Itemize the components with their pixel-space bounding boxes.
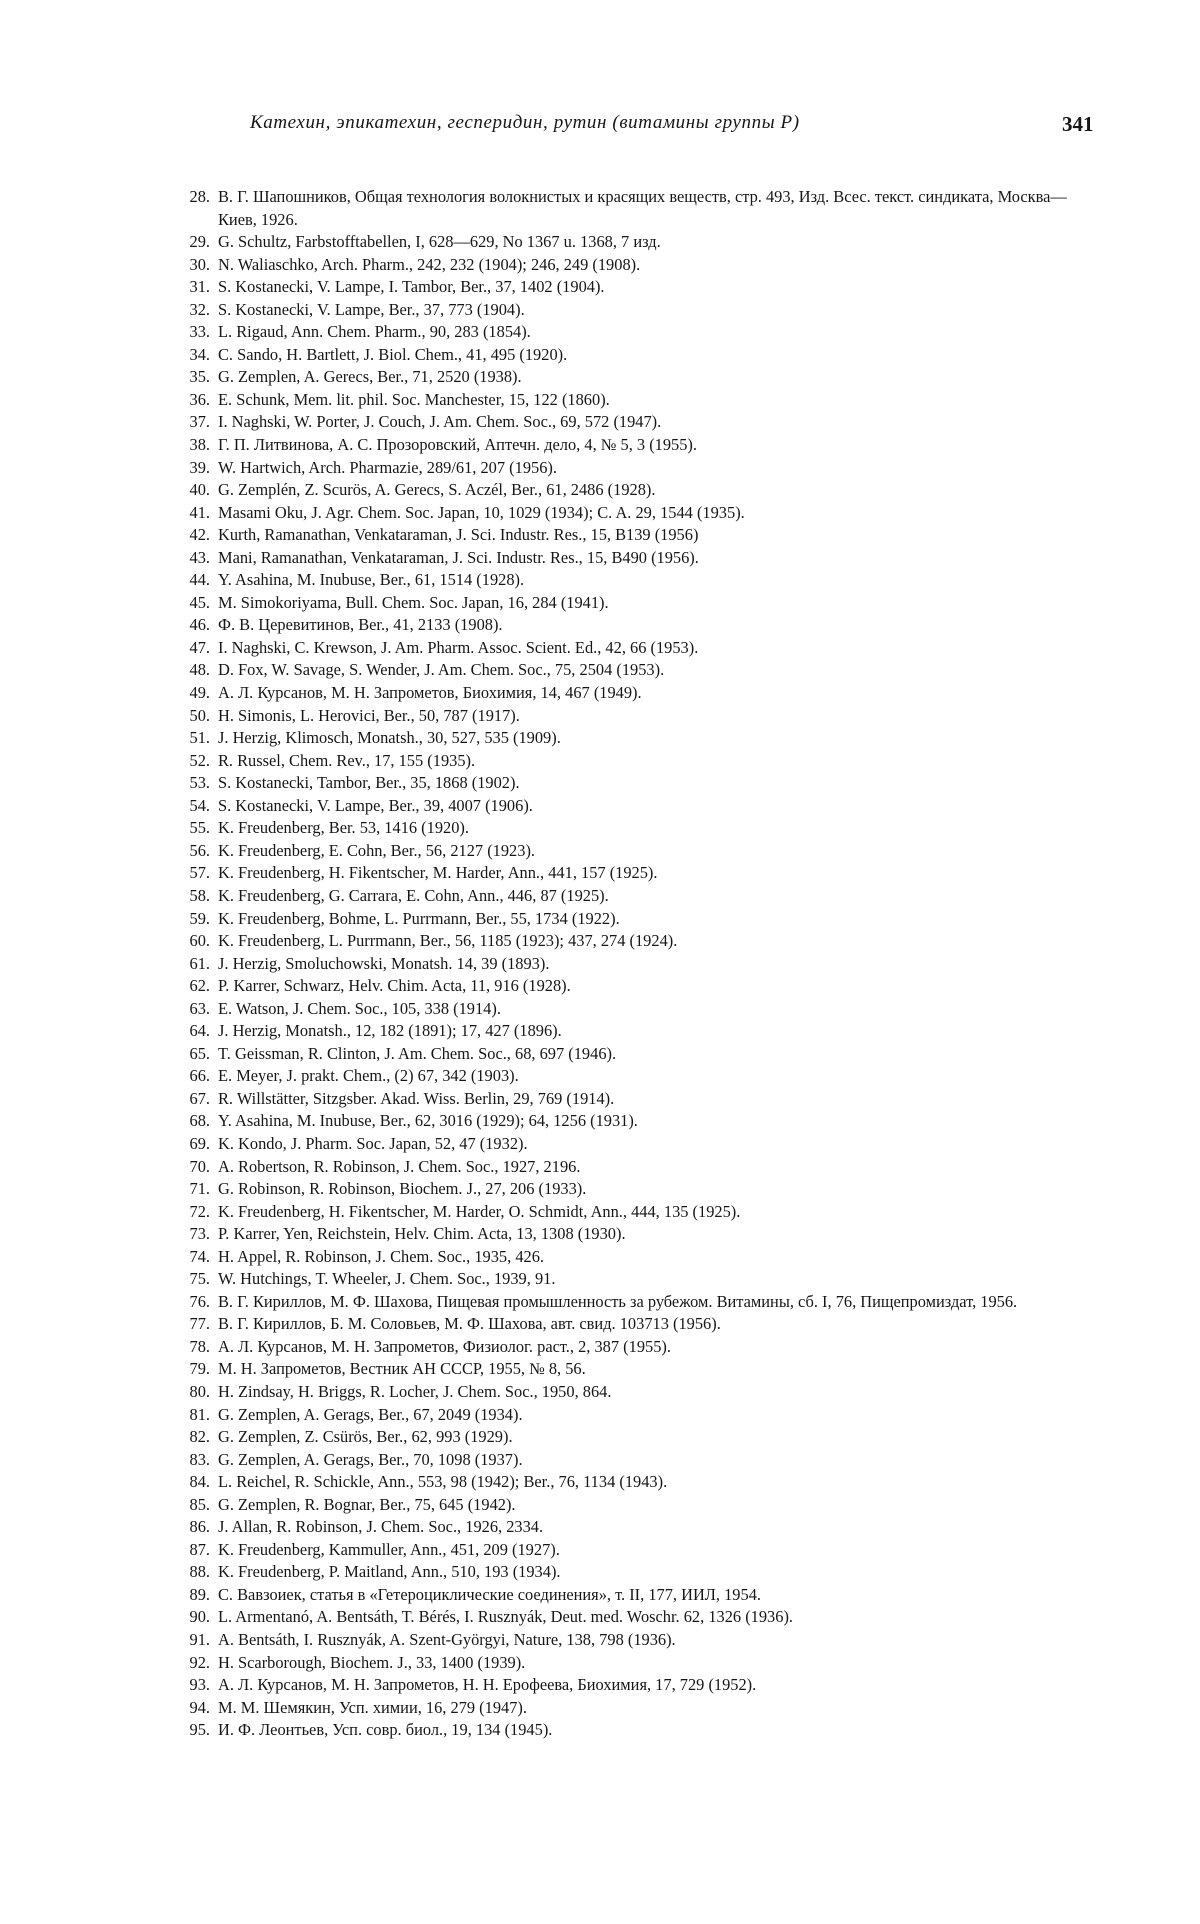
reference-item: [178, 1358, 1098, 1381]
reference-item: [178, 1313, 1098, 1336]
reference-text: J. Herzig, Klimosch, Monatsh., 30, 527, 535 (1909).: [218, 728, 561, 748]
reference-number: 48.: [189, 660, 210, 680]
reference-number: 64.: [189, 1021, 210, 1041]
reference-text: L. Armentanó, A. Bentsáth, T. Bérés, I. Rusznyák, Deut. med. Woschr. 62, 1326 (1936).: [218, 1607, 793, 1627]
reference-text: E. Schunk, Mem. lit. phil. Soc. Manchester, 15, 122 (1860).: [218, 389, 610, 409]
reference-text: W. Hartwich, Arch. Pharmazie, 289/61, 207 (1956).: [218, 457, 557, 477]
reference-number: 91.: [189, 1630, 210, 1649]
reference-text: S. Kostanecki, V. Lampe, Ber., 39, 4007 (1906).: [218, 795, 533, 815]
reference-text: G. Zemplen, Z. Csürös, Ber., 62, 993 (1929).: [218, 1427, 513, 1447]
reference-number: 73.: [189, 1224, 210, 1244]
reference-number: 78.: [189, 1336, 210, 1356]
reference-text: R. Russel, Chem. Rev., 17, 155 (1935).: [218, 750, 476, 770]
reference-text: D. Fox, W. Savage, S. Wender, J. Am. Chem. Soc., 75, 2504 (1953).: [218, 660, 665, 680]
reference-item: [178, 1629, 1098, 1652]
reference-item: [178, 908, 1098, 931]
reference-number: 55.: [189, 818, 210, 838]
reference-item: [178, 411, 1098, 434]
reference-number: 87.: [189, 1539, 210, 1559]
reference-text: J. Herzig, Monatsh., 12, 182 (1891); 17, 427 (1896).: [218, 1021, 562, 1041]
reference-item: [178, 1336, 1098, 1359]
reference-text: I. Naghski, W. Porter, J. Couch, J. Am. Chem. Soc., 69, 572 (1947).: [218, 412, 662, 432]
reference-text: I. Naghski, C. Krewson, J. Am. Pharm. Assoc. Scient. Ed., 42, 66 (1953).: [218, 637, 699, 657]
reference-text: K. Freudenberg, Ber. 53, 1416 (1920).: [218, 818, 469, 838]
reference-text: K. Freudenberg, L. Purrmann, Ber., 56, 1185 (1923); 437, 274 (1924).: [218, 931, 678, 951]
reference-item: [178, 1719, 1098, 1742]
reference-text: Kurth, Ramanathan, Venkataraman, J. Sci. Industr. Res., 15, B139 (1956): [218, 525, 699, 545]
reference-text: G. Zemplen, A. Gerecs, Ber., 71, 2520 (1938).: [218, 367, 522, 387]
reference-item: [178, 1697, 1098, 1720]
reference-item: [178, 1652, 1098, 1675]
reference-number: 72.: [189, 1201, 210, 1221]
reference-item: [178, 547, 1098, 570]
page-number: 341: [1062, 112, 1094, 136]
reference-item: [178, 389, 1098, 412]
reference-item: [178, 1020, 1098, 1043]
reference-text: M. Simokoriyama, Bull. Chem. Soc. Japan, 16, 284 (1941).: [218, 592, 609, 612]
reference-item: [178, 1606, 1098, 1629]
reference-item: [178, 705, 1098, 728]
reference-item: [178, 637, 1098, 660]
reference-text: А. Л. Курсанов, М. Н. Запрометов, Физиолог. раст., 2, 387 (1955).: [218, 1336, 671, 1356]
reference-item: [178, 1201, 1098, 1224]
reference-item: [178, 1065, 1098, 1088]
reference-number: 92.: [189, 1652, 210, 1672]
reference-text: S. Kostanecki, V. Lampe, I. Tambor, Ber., 37, 1402 (1904).: [218, 277, 605, 297]
reference-item: [178, 457, 1098, 480]
reference-number: 34.: [189, 344, 210, 364]
reference-text: G. Zemplén, Z. Scurös, A. Gerecs, S. Aczél, Ber., 61, 2486 (1928).: [218, 480, 656, 500]
reference-item: [178, 1156, 1098, 1179]
reference-number: 28.: [189, 187, 210, 206]
reference-number: 41.: [189, 502, 210, 522]
reference-item: [178, 1178, 1098, 1201]
reference-item: [178, 998, 1098, 1021]
reference-text: G. Schultz, Farbstofftabellen, I, 628—629, No 1367 u. 1368, 7 изд.: [218, 232, 661, 252]
reference-text: М. Н. Запрометов, Вестник АН СССР, 1955, № 8, 56.: [218, 1359, 586, 1379]
reference-item: [178, 434, 1098, 457]
reference-item: [178, 1223, 1098, 1246]
reference-text: H. Scarborough, Biochem. J., 33, 1400 (1939).: [218, 1652, 526, 1672]
reference-text: Ф. В. Церевитинов, Ber., 41, 2133 (1908).: [218, 615, 503, 635]
reference-item: [178, 727, 1098, 750]
reference-item: [178, 254, 1098, 277]
reference-text: А. Л. Курсанов, М. Н. Запрометов, Н. Н. Ерофеева, Биохимия, 17, 729 (1952).: [218, 1675, 757, 1695]
reference-number: 42.: [189, 525, 210, 545]
reference-item: [178, 614, 1098, 637]
reference-number: 75.: [189, 1269, 210, 1289]
reference-number: 54.: [189, 795, 210, 815]
reference-item: [178, 840, 1098, 863]
reference-number: 43.: [189, 547, 210, 567]
reference-number: 49.: [189, 683, 210, 703]
reference-number: 68.: [189, 1111, 210, 1131]
reference-text: Y. Asahina, M. Inubuse, Ber., 61, 1514 (1928).: [218, 570, 525, 590]
reference-item: [178, 592, 1098, 615]
reference-number: 65.: [189, 1043, 210, 1063]
reference-item: [178, 1494, 1098, 1517]
reference-number: 62.: [189, 976, 210, 996]
reference-item: [178, 862, 1098, 885]
reference-text: S. Kostanecki, Tambor, Ber., 35, 1868 (1902).: [218, 773, 520, 793]
reference-list: [178, 186, 1098, 1742]
reference-text: В. Г. Шапошников, Общая технология волокнистых и красящих веществ, стр. 493, Изд. Всес. текст. синдиката, Москва—Киев, 1926.: [218, 187, 1067, 229]
reference-text: Mani, Ramanathan, Venkataraman, J. Sci. Industr. Res., 15, B490 (1956).: [218, 547, 699, 567]
reference-number: 77.: [189, 1314, 210, 1334]
reference-number: 39.: [189, 457, 210, 477]
reference-number: 38.: [189, 435, 210, 455]
reference-text: L. Rigaud, Ann. Chem. Pharm., 90, 283 (1854).: [218, 322, 531, 342]
reference-item: [178, 276, 1098, 299]
reference-text: G. Zemplen, R. Bognar, Ber., 75, 645 (1942).: [218, 1494, 516, 1514]
reference-text: А. Л. Курсанов, М. Н. Запрометов, Биохимия, 14, 467 (1949).: [218, 683, 642, 703]
reference-item: [178, 1516, 1098, 1539]
reference-item: [178, 524, 1098, 547]
reference-number: 51.: [189, 728, 210, 748]
reference-text: H. Zindsay, H. Briggs, R. Locher, J. Chem. Soc., 1950, 864.: [218, 1381, 612, 1401]
reference-item: [178, 682, 1098, 705]
reference-number: 95.: [189, 1720, 210, 1740]
reference-item: [178, 186, 1098, 231]
reference-text: N. Waliaschko, Arch. Pharm., 242, 232 (1904); 246, 249 (1908).: [218, 254, 641, 274]
reference-number: 76.: [189, 1291, 210, 1311]
reference-item: [178, 502, 1098, 525]
reference-item: [178, 795, 1098, 818]
reference-number: 58.: [189, 885, 210, 905]
reference-text: E. Meyer, J. prakt. Chem., (2) 67, 342 (1903).: [218, 1066, 519, 1086]
reference-number: 46.: [189, 615, 210, 635]
reference-item: [178, 1110, 1098, 1133]
reference-number: 69.: [189, 1133, 210, 1153]
reference-item: [178, 975, 1098, 998]
reference-number: 31.: [189, 277, 210, 297]
reference-item: [178, 1088, 1098, 1111]
reference-number: 70.: [189, 1156, 210, 1176]
reference-number: 40.: [189, 480, 210, 500]
reference-text: И. Ф. Леонтьев, Усп. совр. биол., 19, 134 (1945).: [218, 1720, 553, 1740]
reference-text: H. Appel, R. Robinson, J. Chem. Soc., 1935, 426.: [218, 1246, 545, 1266]
reference-text: Masami Oku, J. Agr. Chem. Soc. Japan, 10, 1029 (1934); C. A. 29, 1544 (1935).: [218, 502, 745, 522]
reference-text: В. Г. Кириллов, М. Ф. Шахова, Пищевая промышленность за рубежом. Витамины, сб. I, 76, Пищепромиздат, 1956.: [218, 1291, 1018, 1311]
reference-number: 66.: [189, 1066, 210, 1086]
reference-number: 90.: [189, 1607, 210, 1627]
reference-text: C. Sando, H. Bartlett, J. Biol. Chem., 41, 495 (1920).: [218, 344, 568, 364]
reference-item: [178, 231, 1098, 254]
reference-number: 45.: [189, 592, 210, 612]
reference-item: [178, 659, 1098, 682]
reference-text: H. Simonis, L. Herovici, Ber., 50, 787 (1917).: [218, 705, 520, 725]
reference-item: [178, 1561, 1098, 1584]
reference-text: J. Allan, R. Robinson, J. Chem. Soc., 1926, 2334.: [218, 1517, 544, 1537]
reference-text: K. Freudenberg, P. Maitland, Ann., 510, 193 (1934).: [218, 1562, 561, 1582]
reference-item: [178, 885, 1098, 908]
reference-number: 59.: [189, 908, 210, 928]
reference-number: 37.: [189, 412, 210, 432]
reference-text: G. Robinson, R. Robinson, Biochem. J., 27, 206 (1933).: [218, 1179, 587, 1199]
reference-item: [178, 1584, 1098, 1607]
reference-item: [178, 1404, 1098, 1427]
reference-text: K. Freudenberg, E. Cohn, Ber., 56, 2127 (1923).: [218, 840, 535, 860]
reference-number: 89.: [189, 1584, 210, 1604]
reference-number: 52.: [189, 750, 210, 770]
reference-number: 81.: [189, 1404, 210, 1424]
reference-item: [178, 1291, 1098, 1314]
reference-number: 50.: [189, 705, 210, 725]
reference-number: 56.: [189, 840, 210, 860]
reference-item: [178, 1043, 1098, 1066]
reference-text: K. Freudenberg, G. Carrara, E. Cohn, Ann., 446, 87 (1925).: [218, 885, 609, 905]
reference-text: J. Herzig, Smoluchowski, Monatsh. 14, 39 (1893).: [218, 953, 550, 973]
reference-number: 86.: [189, 1517, 210, 1537]
reference-number: 35.: [189, 367, 210, 387]
reference-item: [178, 1674, 1098, 1697]
reference-item: [178, 1381, 1098, 1404]
reference-item: [178, 930, 1098, 953]
reference-text: P. Karrer, Schwarz, Helv. Chim. Acta, 11, 916 (1928).: [218, 976, 571, 996]
reference-text: K. Freudenberg, H. Fikentscher, M. Harder, O. Schmidt, Ann., 444, 135 (1925).: [218, 1201, 741, 1221]
reference-text: A. Bentsáth, I. Rusznyák, A. Szent-Györgyi, Nature, 138, 798 (1936).: [218, 1630, 676, 1649]
reference-item: [178, 953, 1098, 976]
reference-number: 74.: [189, 1246, 210, 1266]
reference-number: 60.: [189, 931, 210, 951]
reference-number: 93.: [189, 1675, 210, 1695]
reference-number: 85.: [189, 1494, 210, 1514]
reference-number: 88.: [189, 1562, 210, 1582]
reference-text: K. Freudenberg, Bohme, L. Purrmann, Ber., 55, 1734 (1922).: [218, 908, 620, 928]
reference-number: 79.: [189, 1359, 210, 1379]
reference-item: [178, 569, 1098, 592]
reference-text: A. Robertson, R. Robinson, J. Chem. Soc., 1927, 2196.: [218, 1156, 581, 1176]
reference-number: 36.: [189, 389, 210, 409]
reference-text: G. Zemplen, A. Gerags, Ber., 70, 1098 (1937).: [218, 1449, 523, 1469]
reference-text: G. Zemplen, A. Gerags, Ber., 67, 2049 (1934).: [218, 1404, 523, 1424]
reference-item: [178, 817, 1098, 840]
reference-text: R. Willstätter, Sitzgsber. Akad. Wiss. Berlin, 29, 769 (1914).: [218, 1088, 615, 1108]
reference-item: [178, 321, 1098, 344]
reference-number: 44.: [189, 570, 210, 590]
reference-text: Y. Asahina, M. Inubuse, Ber., 62, 3016 (1929); 64, 1256 (1931).: [218, 1111, 638, 1131]
reference-item: [178, 1471, 1098, 1494]
reference-item: [178, 1133, 1098, 1156]
reference-number: 63.: [189, 998, 210, 1018]
reference-item: [178, 750, 1098, 773]
reference-number: 84.: [189, 1472, 210, 1492]
reference-item: [178, 1268, 1098, 1291]
reference-number: 30.: [189, 254, 210, 274]
reference-text: K. Kondo, J. Pharm. Soc. Japan, 52, 47 (1932).: [218, 1133, 528, 1153]
reference-number: 80.: [189, 1381, 210, 1401]
reference-item: [178, 1449, 1098, 1472]
reference-number: 33.: [189, 322, 210, 342]
reference-text: K. Freudenberg, Kammuller, Ann., 451, 209 (1927).: [218, 1539, 560, 1559]
reference-number: 61.: [189, 953, 210, 973]
reference-item: [178, 366, 1098, 389]
reference-number: 71.: [189, 1179, 210, 1199]
reference-number: 83.: [189, 1449, 210, 1469]
reference-item: [178, 1426, 1098, 1449]
reference-text: С. Вавзоиек, статья в «Гетероциклические соединения», т. II, 177, ИИЛ, 1954.: [218, 1584, 761, 1604]
reference-item: [178, 1246, 1098, 1269]
reference-text: E. Watson, J. Chem. Soc., 105, 338 (1914).: [218, 998, 501, 1018]
reference-text: S. Kostanecki, V. Lampe, Ber., 37, 773 (1904).: [218, 299, 525, 319]
reference-number: 29.: [189, 232, 210, 252]
reference-number: 57.: [189, 863, 210, 883]
reference-item: [178, 479, 1098, 502]
reference-text: P. Karrer, Yen, Reichstein, Helv. Chim. Acta, 13, 1308 (1930).: [218, 1224, 626, 1244]
reference-number: 67.: [189, 1088, 210, 1108]
reference-text: М. М. Шемякин, Усп. химии, 16, 279 (1947).: [218, 1697, 527, 1717]
reference-text: T. Geissman, R. Clinton, J. Am. Chem. Soc., 68, 697 (1946).: [218, 1043, 617, 1063]
reference-text: K. Freudenberg, H. Fikentscher, M. Harder, Ann., 441, 157 (1925).: [218, 863, 658, 883]
reference-text: Г. П. Литвинова, А. С. Прозоровский, Аптечн. дело, 4, № 5, 3 (1955).: [218, 435, 697, 455]
reference-item: [178, 344, 1098, 367]
reference-number: 94.: [189, 1697, 210, 1717]
reference-item: [178, 772, 1098, 795]
reference-number: 53.: [189, 773, 210, 793]
reference-number: 47.: [189, 637, 210, 657]
reference-text: L. Reichel, R. Schickle, Ann., 553, 98 (1942); Ber., 76, 1134 (1943).: [218, 1472, 668, 1492]
reference-number: 32.: [189, 299, 210, 319]
reference-number: 82.: [189, 1427, 210, 1447]
reference-item: [178, 299, 1098, 322]
reference-text: W. Hutchings, T. Wheeler, J. Chem. Soc., 1939, 91.: [218, 1269, 556, 1289]
running-title: Катехин, эпикатехин, гесперидин, рутин (витамины группы Р): [250, 112, 800, 133]
reference-item: [178, 1539, 1098, 1562]
reference-text: В. Г. Кириллов, Б. М. Соловьев, М. Ф. Шахова, авт. свид. 103713 (1956).: [218, 1314, 721, 1334]
